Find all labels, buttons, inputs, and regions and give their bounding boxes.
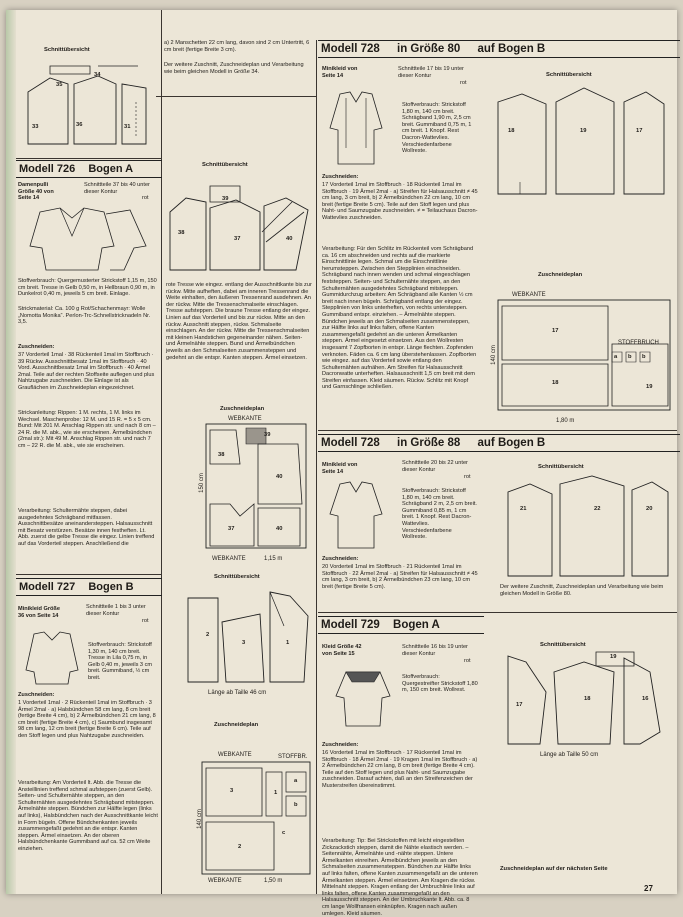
- schnittteile-note: Schnittteile 16 bis 19 unter dieser Kontur: [402, 644, 468, 657]
- pattern-overview-728-80: [486, 82, 672, 202]
- minidress-illustration: [324, 478, 388, 552]
- modell-728-80-title: [318, 40, 680, 58]
- piece-number: 18: [552, 380, 559, 386]
- verarbeitung-text: Verarbeitung: Schultermähte steppen, dabei ausgedehntes Schrägband mitfassen. Ausschnittbesätze aneinandersteppen. Halsausschnitt mit Besatz verstürzen. Besätze innen festheften. Lt. Abb. zuerst die gelbe Tresse die eingez. Linien treffend auf das Vorderteil steppen. Anschließend die: [18, 508, 155, 547]
- rot-label: rot: [460, 80, 467, 86]
- model-meta: Minikleid von Seite 14: [322, 66, 358, 79]
- webkante-label: WEBKANTE: [218, 752, 252, 758]
- model-number: Modell 728: [321, 43, 380, 55]
- plan-width: 1,15 m: [264, 556, 283, 562]
- model-meta: Kleid Größe 42 von Seite 15: [322, 644, 362, 657]
- zuschneiden-text: 1 Vorderteil 1mal · 2 Rückenteil 1mal im Stoffbruch · 3 Ärmel 2mal · a) Halsbündchen 58 cm lang, 8 cm breit (fertige Breite 4 cm), b) 2 Ärmelbündchen 21 cm lang, 8 cm breit (fertige Breite 4 cm), c) Saumbund insgesamt 98 cm lang, 12 cm breit (fertige Breite 6 cm). Teile auf den Stoff legen und plus Nahtzugabe zuschneiden.: [18, 700, 156, 739]
- piece-number: 40: [276, 526, 283, 532]
- footer-note: Zuschneideplan auf der nächsten Seite: [500, 866, 608, 872]
- piece-number: 19: [580, 128, 587, 134]
- piece-number: 20: [646, 506, 653, 512]
- piece-number: 35: [56, 82, 63, 88]
- piece-number: c: [282, 830, 286, 836]
- piece-number: 34: [94, 72, 101, 78]
- model-meta: Minikleid Größe 36 von Seite 14: [18, 606, 60, 619]
- modell-729-title: [318, 616, 484, 634]
- piece-number: 2: [238, 844, 242, 850]
- schnitt-label: Schnittübersicht: [540, 642, 586, 648]
- dress-illustration: [20, 630, 84, 686]
- pattern-overview-726: [166, 172, 312, 276]
- stoffverbrauch-text: Stoffverbrauch: Quergestreifter Strickstoff 1,80 m, 150 cm breit. Wollrest.: [402, 674, 478, 694]
- stoffverbrauch-text: Stoffverbrauch: Strickstoff 1,80 m, 140 cm breit. Schrägband 1,90 m, 2,5 cm breit. Gummiband 0,75 m, 1 cm breit. 1 Knopf. Rest Dacron-Wattevlies. Verschiedenfarbene Wollreste.: [402, 102, 472, 155]
- piece-number: 39: [222, 196, 229, 202]
- plan-width: 1,80 m: [556, 418, 575, 424]
- piece-number: 2: [206, 632, 210, 638]
- size-label: in Größe 80: [397, 43, 461, 55]
- plan-width: 1,50 m: [264, 878, 283, 884]
- piece-number: 16: [642, 696, 649, 702]
- magazine-page: [6, 10, 677, 917]
- verarbeitung-text: Verarbeitung: Am Vorderteil lt. Abb. die Tresse die Ansteillinien treffend schmal aufsteppen (zuerst Gelb). Seiten- und Schulternähte steppen, an den Schulternähten ausgedehntes Schrägband mitsteppen. Ärmelnähte steppen. Bündchen zur Hälfte legen (links auf links), Halsbündchen nach der Ausschnittkante leicht in Form bügeln. Offene Bündchenkanten jeweils zusammengefaßt gedehnt an die entspr. Kanten steppen. Ärmel einsetzen. An der oberen Halsbündchenkante Gummiband auf ca. 52 cm Weite einziehen.: [18, 780, 158, 852]
- rot-label: rot: [142, 195, 149, 201]
- zuschneiden-text: 37 Vorderteil 1mal · 38 Rückenteil 1mal im Stoffbruch · 39 Rückw. Ausschnittbesatz 1mal im Stoffbruch · 40 Vord. Ausschnittbesatz 1mal im Stoffbruch · 40 Ärmel 2mal. Teile auf der rechten Stoffseite auflegen und plus Nahtzugabe zuschneiden. Die Einlage ist als Grauflächen im Zuschneideplan eingezeichnet.: [18, 352, 155, 391]
- verarbeitung-cont: rote Tresse wie eingez. entlang der Ausschnittkante bis zur rückw. Mitte aufheften, dabei am inneren Tressenrand die Weite einhalten, den äußeren Tressenrand ausdehnen. An der rückw. Mitte die Tressenschmalseite einschlagen. Tresse aufsteppen. Die braune Tresse entlang der eingez. Linien auf das Vorderteil und bis zur rückw. Mitte an den rückw. Ausschnitt steppen, rückw. Schmalseite einschlagen. An der rückw. Mitte die Tressenschmalseiten mit kleinen Handstichen gegeneinander nähen. Seiten- und Ärmelnähte steppen. Bund und Ärmelbündchen jeweils an den Schmalseiten zusammensteppen und gedehnt an die entspr. Kanten steppen. Ärmel einsetzen.: [166, 282, 312, 361]
- modell-727-title: [16, 578, 162, 596]
- piece-number: 19: [646, 384, 653, 390]
- page-binding-edge: [6, 10, 16, 894]
- webkante-label: WEBKANTE: [212, 556, 246, 562]
- piece-number: 3: [242, 640, 246, 646]
- rot-label: rot: [142, 618, 149, 624]
- cutting-plan-726: [206, 424, 312, 554]
- bogen-label: Bogen A: [393, 619, 440, 631]
- plan-label: Zuschneideplan: [214, 722, 259, 728]
- piece-number: 19: [610, 654, 617, 660]
- rot-label: rot: [464, 658, 471, 664]
- strickmaterial-text: Strickmaterial: Ca. 100 g Rot/Schachenmayr: Wolle „Nomotta Monika“. Perlon-Trc-Schnellstricknadeln Nr. 3,5.: [18, 306, 151, 326]
- piece-number: 40: [276, 474, 283, 480]
- piece-number: b: [628, 354, 632, 360]
- section-divider: [16, 574, 161, 575]
- piece-number: a: [614, 354, 618, 360]
- cutting-plan-728-80: [498, 300, 674, 416]
- stoffverbrauch-text: Stoffverbrauch: Strickstoff 1,80 m, 140 cm breit. Schrägband 2 m, 2,5 cm breit. Gummiband 0,85 m, 1 cm breit. 1 Knopf. Rest Dacron-Wattevlies. Verschiedenfarbene Wollreste.: [402, 488, 477, 541]
- piece-number: 21: [520, 506, 527, 512]
- piece-number: 37: [234, 236, 241, 242]
- column-divider-2: [316, 40, 317, 894]
- stoffbruch-label: STOFFBRUCH: [618, 340, 659, 346]
- bogen-label: Bogen A: [88, 163, 134, 175]
- schnitt-label: Schnittübersicht: [214, 574, 260, 580]
- rot-label: rot: [464, 474, 471, 480]
- pattern-overview-727: [166, 586, 312, 686]
- verarbeitung-text: Verarbeitung: Tip: Bei Strickstoffen mit leicht eingestellten Zickzackstich steppen, damit die Nähte elastisch werden. – Seitennähte, Ärmelnähte und -nähte steppen. Untere Ärmelkanten einreihen. Ärmelbündchen jeweils an den Schmalseiten zusammensteppen. Bündchen zur Hälfte links auf links falten, offene Kanten zusammengefaßt an die unteren Ärmelkanten steppen. Ärmel einsetzen. Am Kragen die rückw. Mittelnaht steppen. Kragen entlang der Umbruchlinie links auf links falten, offene Kanten zusammengefaßt an den Halsausschnitt steppen. An der Umbruchkante lt. Abb. ca. 8 cm lange Wollfransen einknüpfen. Kragen nach außen umlegen. Kleid säumen.: [322, 838, 478, 917]
- schnitt-label: Schnittübersicht: [202, 162, 248, 168]
- schnittteile-note: Schnittteile 20 bis 22 unter dieser Kontur: [402, 460, 468, 473]
- stoffbruch-label: STOFFBR.: [278, 754, 308, 760]
- zuschneiden-title: Zuschneiden:: [322, 174, 359, 180]
- zuschneiden-title: Zuschneiden:: [322, 742, 359, 748]
- model-number: Modell 726: [19, 163, 76, 175]
- zuschneiden-title: Zuschneiden:: [322, 556, 359, 562]
- rest-text: Der weitere Zuschnitt, Zuschneideplan und Verarbeitung wie beim gleichen Modell in Größe 34.: [164, 62, 304, 75]
- piece-number: 33: [32, 124, 39, 130]
- rest-text: Der weitere Zuschnitt, Zuschneideplan und Verarbeitung wie beim gleichen Modell in Größe 80.: [500, 584, 664, 597]
- model-number: Modell 729: [321, 619, 380, 631]
- pattern-overview-33-36: [20, 62, 152, 152]
- plan-label: Zuschneideplan: [220, 406, 265, 412]
- zuschneiden-text: 17 Vorderteil 1mal im Stoffbruch · 18 Rückenteil 1mal im Stoffbruch · 19 Ärmel 2mal · a) Streifen für Halsausschnitt ≠ 45 cm lang, 3 cm breit, b) 2 Ärmelbündchen 22 cm lang, 10 cm breit (fertige Breite 5 cm). Teile auf den Stoff legen und plus Naht- und Saumzugabe zuschneiden. ≠ = Teilauchaus Dacron-Wattevlies zuschneiden.: [322, 182, 478, 221]
- piece-number: 3: [230, 788, 234, 794]
- piece-number: 1: [274, 790, 278, 796]
- sweater-illustration: [20, 206, 150, 272]
- modell-728-88-title: [318, 434, 680, 452]
- laenge-label: Länge ab Taille 50 cm: [540, 752, 599, 758]
- plan-height: 140 cm: [490, 345, 497, 365]
- webkante-label: WEBKANTE: [208, 878, 242, 884]
- bogen-label: auf Bogen B: [477, 43, 546, 55]
- piece-number: 17: [516, 702, 523, 708]
- piece-number: 18: [584, 696, 591, 702]
- size-label: in Größe 88: [397, 437, 461, 449]
- pattern-overview-728-88: [500, 472, 672, 582]
- laenge-label: Länge ab Taille 46 cm: [208, 690, 267, 696]
- schnittteile-note: Schnittteile 17 bis 19 unter dieser Kontur: [398, 66, 464, 79]
- piece-number: b: [642, 354, 646, 360]
- plan-label: Zuschneideplan: [538, 272, 583, 278]
- bogen-label: auf Bogen B: [477, 437, 546, 449]
- webkante-label: WEBKANTE: [228, 416, 262, 422]
- section-divider: [16, 158, 161, 159]
- model-meta: Minikleid von Seite 14: [322, 462, 358, 475]
- piece-number: 38: [178, 230, 185, 236]
- piece-number: 37: [228, 526, 235, 532]
- piece-number: 31: [124, 124, 131, 130]
- piece-number: 17: [636, 128, 643, 134]
- model-meta: Damenpulli Größe 40 von Seite 14: [18, 182, 54, 202]
- schnitt-label: Schnittübersicht: [538, 464, 584, 470]
- strickanleitung-text: Strickanleitung: Rippen: 1 M. rechts, 1 M. links im Wechsel. Maschenprobe: 12 M. und 15 R. = 5 x 5 cm. Bund: Mit 201 M. Anschlag Rippen str. und nach 8 cm – 24 R. die M. abk., wie sie erscheinen. Ärmelbündchen (2mal str.): Mit 49 M. Anschlag Rippen str. und nach 7 cm – 22 R. die M. abk., wie sie erscheinen.: [18, 410, 156, 449]
- stoffverbrauch-text: Stoffverbrauch: Strickstoff 1,30 m, 140 cm breit. Tresse in Lila 0,75 m, in Gelb 0,40 m, jeweils 3 cm breit. Gummiband, ½ cm breit.: [88, 642, 153, 681]
- bogen-label: Bogen B: [88, 581, 134, 593]
- manschetten-text: a) 2 Manschetten 22 cm lang, davon sind 2 cm Untertritt, 6 cm breit (fertige Breite 3 cm).: [164, 40, 310, 53]
- modell-726-title: [16, 160, 162, 178]
- piece-number: 36: [76, 122, 83, 128]
- schnittteile-note: Schnittteile 37 bis 40 unter dieser Kontur: [84, 182, 150, 195]
- verarbeitung-text: Verarbeitung: Für den Schlitz im Rückenteil vom Schrägband ca. 16 cm abschneiden und rechts auf die markierte Einschnittlinie legen. Schmal um die Einschnittlinie herumsteppen. Zwischen den Stepplinien einschneiden. Schrägband nach innen wenden und schmal eingeschlagen feststeppen. Seiten- und Schulternähte steppen, an den Schulternähten ausgedehntes Schrägband mitsteppen. Gummidurchzug arbeiten: Am Schrägband alle Kanten ½ cm breit nach innen bügeln. Schrägband entlang der eingez. Stepplinien von links unterheften, von rechts untersteppen. Gummiband entspr. einziehen. – Ärmelnähte steppen. Bündchen jeweils an den Schmalseiten zusammensteppen, zur Hälfte links auf links falten, offene Kanten zusammengefaßt gedehnt an die unteren Ärmelkanten steppen. Ärmel eingesetzt einsetzen. Aus den Wollresten insgesamt 7 Zopfborten in entspr. Länge flechten. Zopfenden verknoten. Fäden ca. 6 cm lang überstehenlassen. Zopfborten wie eingez. auf das Vorderteil sowie entlang den Schulternähten aufnähen. Am Streifen für Halsausschnitt Dacronwatte unterheften. Halsausschnitt 1,5 cm breit mit dem Streifen einfassen. Kleid säumen. Rückw. Schlitz mit Knopf und Garnschlinge schließen.: [322, 246, 477, 391]
- piece-number: 38: [218, 452, 225, 458]
- piece-number: 17: [552, 328, 559, 334]
- piece-number: 18: [508, 128, 515, 134]
- piece-number: a: [294, 778, 298, 784]
- piece-number: 40: [286, 236, 293, 242]
- zuschneiden-title: Zuschneiden:: [18, 344, 55, 350]
- schnitt-label: Schnittübersicht: [546, 72, 592, 78]
- page-number: 27: [644, 884, 653, 893]
- model-number: Modell 727: [19, 581, 76, 593]
- column-divider-1: [161, 10, 162, 894]
- section-divider: [156, 96, 316, 97]
- section-divider: [318, 612, 677, 613]
- piece-number: 22: [594, 506, 601, 512]
- plan-height: 140 cm: [196, 809, 203, 829]
- model-number: Modell 728: [321, 437, 380, 449]
- stoffverbrauch-text: Stoffverbrauch: Quergemusterter Strickstoff 1,15 m, 150 cm breit. Tresse in Gelb 0,50 m, in Hellbraun 0,90 m, in Dunkelrot 0,40 m, jeweils 5 cm breit. Einlage.: [18, 278, 157, 298]
- zuschneiden-text: 20 Vorderteil 1mal im Stoffbruch · 21 Rückenteil 1mal im Stoffbruch · 22 Ärmel 2mal · a) Streifen für Halsausschnitt ≠ 45 cm lang, 3 cm breit, b) 2 Ärmelbündchen 23 cm lang, 10 cm breit (fertige Breite 5 cm).: [322, 564, 478, 590]
- schnittteile-note: Schnittteile 1 bis 3 unter dieser Kontur: [86, 604, 146, 617]
- zuschneiden-title: Zuschneiden:: [18, 692, 55, 698]
- dress-729-illustration: [328, 666, 398, 730]
- webkante-label: WEBKANTE: [512, 292, 546, 298]
- piece-number: 39: [264, 432, 271, 438]
- piece-number: 1: [286, 640, 290, 646]
- plan-height: 150 cm: [198, 473, 205, 493]
- minidress-illustration: [324, 88, 388, 168]
- piece-number: b: [294, 802, 298, 808]
- schnitt-label: Schnittübersicht: [44, 47, 90, 53]
- section-divider: [318, 430, 677, 431]
- zuschneiden-text: 16 Vorderteil 1mal im Stoffbruch · 17 Rückenteil 1mal im Stoffbruch · 18 Ärmel 2mal · 19 Kragen 1mal im Stoffbruch · a) 2 Ärmelbündchen 22 cm lang, 8 cm breit (fertige Breite 4 cm). Teile auf den Stoff legen und plus Naht- und Saumzugabe zuschneiden. Darauf achten, daß an den Streifenzeichen der Musterstreifen übereinstimmt.: [322, 750, 478, 789]
